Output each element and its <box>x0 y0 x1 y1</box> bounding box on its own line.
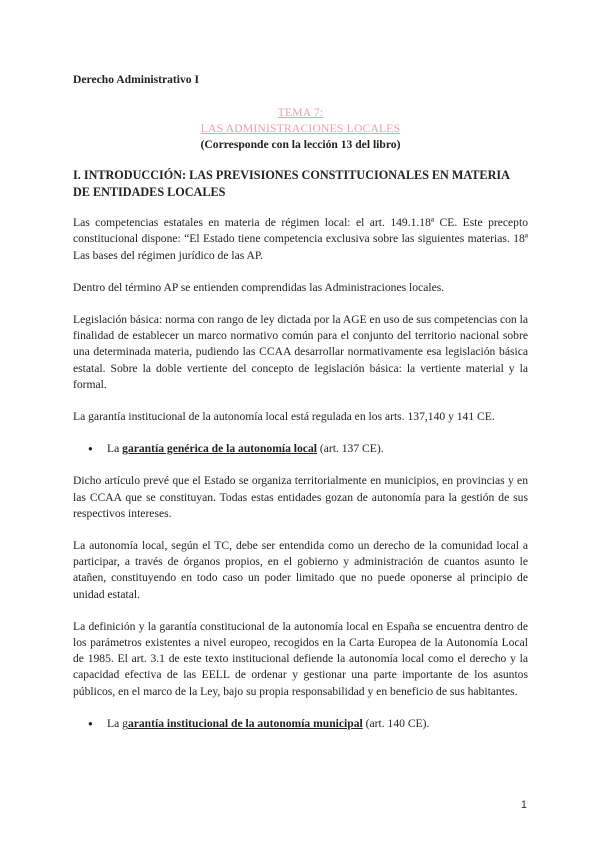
bullet-list <box>73 716 528 732</box>
garantia-municipal-term: arantía institucional de la autonomía municipal <box>127 716 363 730</box>
page-number: 1 <box>520 799 527 811</box>
bullet-suffix: (art. 137 CE). <box>316 442 384 456</box>
list-item <box>107 441 528 457</box>
paragraph-autonomia-tc: La autonomía local, según el TC, debe ser entendida como un derecho de la comunidad local a participar, a través de órganos propios, en el gobierno y administración de cuantos asunto le atañen, constituyendo en todo caso un poder limitado que no puede oponerse al principio de unidad estatal. <box>73 539 528 601</box>
garantia-generica-term: garantía genérica de la autonomía local <box>122 442 317 456</box>
bullet-suffix: (art. 140 CE). <box>362 716 430 730</box>
tema-title: LAS ADMINISTRACIONES LOCALES <box>200 122 401 136</box>
section-heading: I. INTRODUCCIÓN: LAS PREVISIONES CONSTITUCIONALES EN MATERIA DE ENTIDADES LOCALES <box>73 168 510 200</box>
course-header: Derecho Administrativo I <box>73 73 200 86</box>
paragraph-legislacion-basica: Legislación básica: norma con rango de ley dictada por la AGE en uso de sus competencias con la finalidad de establecer un marco normativo común para el conjunto del territorio nacional sobre una determinada materia, pudiendo las CCAA desarrollar normativamente esa legislación básica estatal. Sobre la doble vertiente del concepto de legislación básica: la vertiente material y la formal. <box>73 313 528 391</box>
bullet-prefix: La <box>107 442 123 456</box>
paragraph-carta-europea: La definición y la garantía constitucional de la autonomía local en España se encuentra dentro de los parámetros existentes a nivel europeo, recogidos en la Carta Europea de la Autonomía Local de 1985. El art. 3.1 de este texto institucional defiende la autonomía local como el derecho y la capacidad efectiva de las EELL de ordenar y gestionar una parte importante de los asuntos públicos, en el marco de la Ley, bajo su propia responsabilidad y en beneficio de sus habitantes. <box>73 619 528 698</box>
paragraph-termino-ap: Dentro del término AP se entienden comprendidas las Administraciones locales. <box>73 280 445 294</box>
title-block <box>73 105 528 153</box>
paragraph-organizacion-territorial: Dicho artículo prevé que el Estado se organiza territorialmente en municipios, en provincias y en las CCAA que se constituyan. Todas estas entidades gozan de autonomía para la gestión de sus respectivos intereses. <box>73 474 528 520</box>
tema-number: TEMA 7: <box>277 106 324 120</box>
paragraph-competencias: Las competencias estatales en materia de régimen local: el art. 149.1.18ª CE. Este precepto constitucional dispone: “El Estado tiene competencia exclusiva sobre las siguientes materias. 18ª Las bases del régimen jurídico de las AP. <box>73 216 528 262</box>
tema-subtitle: (Corresponde con la lección 13 del libro) <box>200 138 401 152</box>
list-item <box>107 716 528 732</box>
paragraph-garantia-institucional: La garantía institucional de la autonomía local está regulada en los arts. 137,140 y 141 CE. <box>73 410 495 424</box>
bullet-prefix: La g <box>107 716 128 730</box>
bullet-list <box>73 441 528 457</box>
